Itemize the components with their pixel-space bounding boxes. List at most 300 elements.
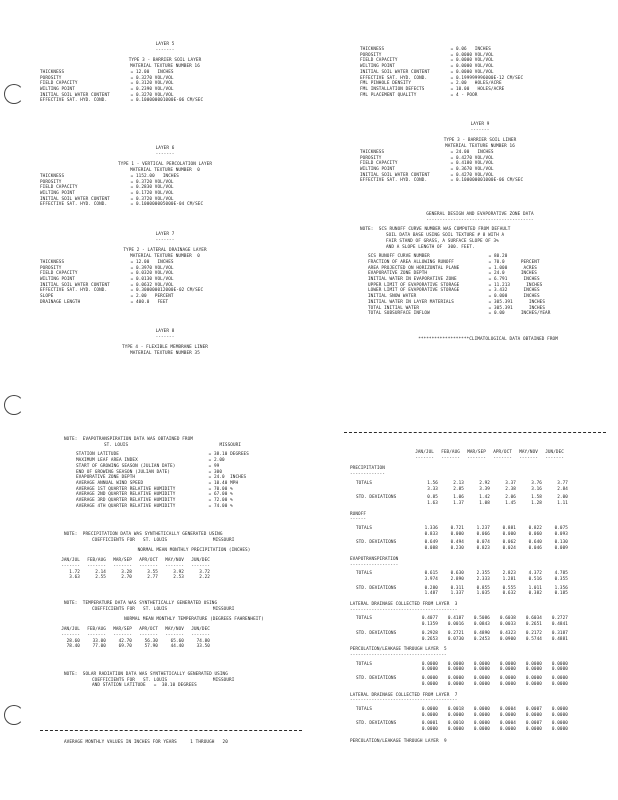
layer8-field-label: INITIAL SOIL WATER CONTENT	[360, 69, 430, 75]
layer7-field-equals: =	[130, 299, 134, 305]
averages-section-table	[350, 523, 570, 552]
averages-cell: 0.0000	[551, 676, 568, 682]
averages-row	[350, 546, 570, 552]
layer8-field-value: 0.06 INCHES	[456, 47, 491, 52]
layer5-field-value: 0.3270 VOL/VOL	[136, 92, 174, 98]
layer8-field-equals: =	[450, 52, 454, 58]
averages-cell: 0.855	[476, 585, 490, 591]
averages-row-label	[350, 501, 414, 507]
averages-row-label: TOTALS	[356, 526, 373, 532]
averages-row	[350, 631, 570, 637]
general-field-label: TOTAL INITIAL WATER	[368, 305, 420, 311]
averages-cell: 0.0000	[525, 712, 542, 718]
averages-cell: 1.011	[528, 585, 542, 591]
averages-cell: 0.5744	[525, 636, 542, 642]
general-field-value: 24.0 INCHES	[494, 271, 537, 277]
averages-cell: 1.035	[476, 591, 490, 597]
temp-cell: 69.70	[118, 644, 132, 650]
layer9-underline: -------	[470, 127, 490, 133]
general-field-value: 6.791 INCHES	[494, 277, 540, 283]
averages-cell: 2.06	[505, 495, 516, 501]
layer8-field-equals: =	[450, 86, 454, 92]
temp-col-rule: -------	[139, 632, 158, 638]
evapo-field-equals: =	[208, 480, 212, 486]
averages-cell: 0.0000	[473, 667, 490, 673]
averages-cell: 1.356	[554, 585, 568, 591]
right-footer-text: PERCOLATION/LEAKAGE THROUGH LAYER 9	[350, 738, 447, 744]
layer7-field-label: FIELD CAPACITY	[40, 271, 78, 277]
averages-cell: 0.0000	[551, 661, 568, 667]
temp-col-header: MAY/NOV	[165, 627, 184, 633]
temp-cell: 33.50	[196, 644, 210, 650]
averages-cell: 0.0004	[499, 721, 516, 727]
evapo-field-value: 10.40 MPH	[214, 480, 239, 486]
layer6-field-equals: =	[130, 173, 134, 179]
evapo-field-row	[76, 504, 324, 510]
temp-cell: 33.00	[92, 638, 106, 644]
general-field-value: 11.213 INCHES	[494, 282, 543, 288]
averages-cell: 0.2453	[473, 636, 490, 642]
averages-col-rule: -------	[415, 455, 434, 461]
layer5-field-label: POROSITY	[40, 75, 62, 81]
averages-cell: 0.1359	[421, 622, 438, 628]
layer9-field-value: 0.100000001000E-06 CM/SEC	[456, 178, 524, 184]
layer8-field-equals: =	[450, 64, 454, 70]
layer7-field-value: 2.00 PERCENT	[136, 294, 174, 300]
averages-row-label: TOTALS	[356, 480, 373, 486]
averages-cell: 2.00	[557, 495, 568, 501]
layer7-title: LAYER 7	[155, 232, 175, 237]
layer6-field-equals: =	[130, 202, 134, 208]
layer9-field-equals: =	[450, 178, 454, 184]
layer6-field-row	[40, 202, 290, 208]
averages-cell: 1.06	[453, 495, 464, 501]
averages-cell: 0.823	[476, 546, 490, 552]
averages-cell: 0.230	[450, 546, 464, 552]
layer5-underline: -------	[155, 47, 175, 53]
averages-cell: 0.062	[502, 540, 516, 546]
temp-cell: 57.90	[144, 644, 158, 650]
layer6-field-value: 0.100000005000E-04 CM/SEC	[136, 202, 204, 208]
averages-row-label	[350, 637, 414, 643]
precip-cell: 2.70	[121, 575, 132, 581]
general-field-value: 3.432 INCHES	[494, 288, 540, 294]
averages-cell: 0.0000	[421, 681, 438, 687]
layer6-field-value: 1152.00 INCHES	[136, 173, 179, 179]
general-field-equals: =	[488, 277, 492, 283]
averages-cell: 0.0000	[421, 661, 438, 667]
averages-cell: 2.355	[476, 571, 490, 577]
evapo-field-label: STATION LATITUDE	[76, 452, 119, 458]
averages-section-table	[350, 659, 570, 688]
averages-cell: 0.0000	[421, 727, 438, 733]
averages-cell: 1.37	[453, 500, 464, 506]
layer9-field-label: WILTING POINT	[360, 166, 395, 172]
general-field-value: 1.000 ACRES	[494, 265, 537, 271]
layer9-title: LAYER 9	[470, 122, 490, 127]
precip-cell: 3.63	[69, 575, 80, 581]
layer5-field-label: EFFECTIVE SAT. HYD. COND.	[40, 98, 108, 104]
layer7-field-equals: =	[130, 271, 134, 277]
layer6-field-label: THICKNESS	[40, 173, 65, 179]
averages-cell: 0.0000	[447, 712, 464, 718]
punch-hole-top	[4, 84, 24, 104]
layer8-field-equals: =	[450, 92, 454, 98]
evapo-field-label: START OF GROWING SEASON (JULIAN DATE)	[76, 463, 176, 469]
averages-section-title: RUNOFF	[350, 511, 367, 517]
layer5-field-equals: =	[130, 75, 134, 81]
averages-cell: 0.721	[450, 526, 464, 532]
averages-section-table	[350, 613, 570, 642]
temp-note-2: COEFFICIENTS FOR ST. LOUIS MISSOURI	[92, 606, 235, 612]
temp-cell: 78.40	[66, 644, 80, 650]
precip-col-header: FEB/AUG	[87, 558, 106, 564]
evapo-field-label: MAXIMUM LEAF AREA INDEX	[76, 458, 138, 464]
layer9-material: MATERIAL TEXTURE NUMBER 16	[445, 144, 515, 150]
layer9-field-equals: =	[450, 155, 454, 161]
general-end-text: CLIMATOLOGICAL DATA OBTAINED FROM	[469, 336, 558, 342]
averages-cell: 0.822	[528, 526, 542, 532]
averages-section-title: PRECIPITATION	[350, 466, 385, 472]
temperature-normals-block	[61, 601, 324, 650]
averages-cell: 1.08	[479, 500, 490, 506]
general-field-label: AREA PROJECTED ON HORIZONTAL PLANE	[368, 265, 460, 271]
averages-cell: 0.0000	[499, 681, 516, 687]
layer6-field-equals: =	[130, 190, 134, 196]
layer7-field-label: DRAINAGE LENGTH	[40, 299, 81, 305]
averages-cell: 0.632	[502, 591, 516, 597]
averages-cell: 0.0000	[499, 676, 516, 682]
general-end-line	[360, 331, 600, 348]
layer6-field-equals: =	[130, 196, 134, 202]
averages-col-rule: -------	[545, 455, 564, 461]
averages-table-block	[350, 450, 612, 744]
layer8-material: MATERIAL TEXTURE NUMBER 35	[130, 351, 200, 357]
evapo-field-label: AVERAGE 4TH QUARTER RELATIVE HUMIDITY	[76, 503, 176, 509]
averages-cell: 0.000	[502, 531, 516, 537]
general-field-label: FRACTION OF AREA ALLOWING RUNOFF	[368, 259, 454, 265]
layer6-underline: -------	[155, 151, 175, 157]
layer9-field-value: 24.00 INCHES	[456, 149, 494, 155]
punch-hole-bottom	[4, 705, 24, 725]
layer8-field-value: 0.0000 VOL/VOL	[456, 52, 494, 58]
averages-cell: 3.37	[505, 480, 516, 486]
averages-row-label: STD. DEVIATIONS	[356, 585, 397, 591]
averages-col-header: FEB/AUG	[441, 450, 460, 455]
layer9-type: TYPE 3 - BARRIER SOIL LINER	[443, 138, 517, 144]
layer8-field-label: FML INSTALLATION DEFECTS	[360, 86, 425, 92]
general-field-label: UPPER LIMIT OF EVAPORATIVE STORAGE	[368, 282, 460, 288]
averages-row-label	[350, 682, 414, 688]
precip-cell: 2.22	[199, 575, 210, 581]
averages-cell: 0.0018	[447, 706, 464, 712]
solar-note-2: COEFFICIENTS FOR ST. LOUIS MISSOURI	[92, 677, 235, 683]
averages-row-label: STD. DEVIATIONS	[356, 676, 397, 682]
layer7-field-equals: =	[130, 259, 134, 265]
averages-cell: 0.6038	[499, 616, 516, 622]
layer8-field-equals: =	[450, 47, 454, 52]
averages-cell: 0.0000	[447, 667, 464, 673]
averages-row-label: STD. DEVIATIONS	[356, 495, 397, 501]
precip-col-header: APR/OCT	[139, 558, 158, 564]
layer8-field-value: 0.0000 VOL/VOL	[456, 69, 494, 75]
averages-cell: 0.615	[424, 571, 438, 577]
layer6-field-label: FIELD CAPACITY	[40, 185, 78, 191]
averages-cell: 0.024	[502, 546, 516, 552]
averages-section-title: EVAPOTRANSPIRATION	[350, 556, 399, 562]
averages-cell: 0.185	[554, 591, 568, 597]
layer7-field-label: THICKNESS	[40, 259, 65, 265]
evapo-field-value: 74.00 %	[214, 503, 233, 509]
averages-row	[350, 676, 570, 682]
averages-row	[350, 501, 570, 507]
temp-col-header: JUN/DEC	[191, 627, 210, 633]
layer8-field-label: FIELD CAPACITY	[360, 58, 398, 64]
precip-cell: 1.72	[69, 569, 80, 575]
layer5-field-label: THICKNESS	[40, 69, 65, 75]
averages-cell: 0.0000	[499, 712, 516, 718]
solar-note-1: NOTE: SOLAR RADIATION DATA WAS SYNTHETICALLY GENERATED USING	[64, 672, 228, 677]
general-field-label: INITIAL SNOW WATER	[368, 294, 417, 300]
averages-cell: 0.0000	[551, 712, 568, 718]
averages-cell: 0.0000	[551, 706, 568, 712]
averages-cell: 2.38	[505, 486, 516, 492]
general-field-equals: =	[488, 254, 492, 260]
layer9-field-value: 0.4270 VOL/VOL	[456, 155, 494, 161]
averages-cell: 0.0000	[421, 706, 438, 712]
averages-cell: 3.33	[427, 486, 438, 492]
averages-cell: 0.0000	[447, 681, 464, 687]
layer6-title: LAYER 6	[155, 146, 175, 151]
general-field-label: SCS RUNOFF CURVE NUMBER	[368, 254, 430, 260]
layer5-field-label: FIELD CAPACITY	[40, 81, 78, 87]
averages-cell: 0.640	[528, 540, 542, 546]
precip-cell: 2.77	[147, 575, 158, 581]
layer7-field-equals: =	[130, 288, 134, 294]
averages-cell: 0.0000	[551, 681, 568, 687]
averages-col-header: MAY/NOV	[519, 450, 538, 455]
averages-cell: 0.0000	[473, 706, 490, 712]
layer9-field-row	[360, 178, 600, 184]
averages-row-label	[350, 546, 414, 552]
averages-cell: 1.56	[427, 480, 438, 486]
averages-cell: 0.0000	[499, 667, 516, 673]
layer9-block	[360, 122, 600, 184]
evapo-field-value: 2.00	[214, 458, 225, 464]
averages-cell: 0.0001	[421, 721, 438, 727]
layer7-field-equals: =	[130, 265, 134, 271]
precip-col-rule: -------	[165, 563, 184, 569]
solar-radiation-block	[64, 672, 324, 689]
layer8-title: LAYER 8	[155, 329, 175, 334]
averages-cell: 0.0007	[525, 721, 542, 727]
general-note-4: AND A SLOPE LENGTH OF 300. FEET.	[386, 244, 475, 250]
evapo-field-label: AVERAGE 3RD QUARTER RELATIVE HUMIDITY	[76, 498, 176, 504]
averages-cell: 0.881	[502, 526, 516, 532]
layer8-field-label: POROSITY	[360, 52, 382, 58]
layer6-field-value: 0.1720 VOL/VOL	[136, 190, 174, 196]
layer8-field-row	[360, 93, 600, 99]
evapo-field-label: AVERAGE 2ND QUARTER RELATIVE HUMIDITY	[76, 492, 176, 498]
averages-cell: 2.333	[476, 576, 490, 582]
averages-cell: 0.0900	[499, 636, 516, 642]
general-field-value: 80.20	[494, 254, 508, 260]
evapotranspiration-block	[64, 437, 324, 509]
evapo-field-equals: =	[208, 498, 212, 504]
layer8-underline: -------	[155, 334, 175, 340]
layer6-field-label: WILTING POINT	[40, 190, 75, 196]
layer6-field-value: 0.3720 VOL/VOL	[136, 179, 174, 185]
general-field-value: 305.391 INCHES	[494, 299, 546, 305]
averages-section-title: LATERAL DRAINAGE COLLECTED FROM LAYER 3	[350, 602, 458, 608]
precip-col-rule: -------	[61, 563, 80, 569]
general-note-3: FAIR STAND OF GRASS, A SURFACE SLOPE OF 3%	[386, 238, 499, 244]
layer7-field-label: WILTING POINT	[40, 276, 75, 282]
layer9-field-value: 0.4270 VOL/VOL	[456, 172, 494, 178]
averages-cell: 0.4890	[473, 630, 490, 636]
averages-cell: 0.555	[502, 585, 516, 591]
layer9-field-equals: =	[450, 149, 454, 155]
layer5-field-value: 0.2390 VOL/VOL	[136, 86, 174, 92]
precip-cell: 2.55	[95, 575, 106, 581]
layer8-field-value: 0.0000 VOL/VOL	[456, 58, 494, 64]
temp-cell: 44.40	[170, 644, 184, 650]
temp-col-rule: -------	[165, 632, 184, 638]
averages-row	[350, 591, 570, 597]
precip-col-rule: -------	[139, 563, 158, 569]
averages-row-label: TOTALS	[356, 571, 373, 577]
layer6-field-label: EFFECTIVE SAT. HYD. COND.	[40, 202, 108, 208]
temp-col-rule: -------	[191, 632, 210, 638]
precip-cell: 3.72	[199, 569, 210, 575]
precip-subtitle: NORMAL MEAN MONTHLY PRECIPITATION (INCHES)	[137, 548, 251, 554]
averages-table	[350, 450, 566, 461]
averages-cell: 0.0000	[499, 727, 516, 733]
averages-cell: 0.2172	[525, 630, 542, 636]
temp-cell: 56.30	[144, 638, 158, 644]
temp-col-rule: -------	[87, 632, 106, 638]
layer7-block	[40, 232, 290, 305]
temp-col-rule: -------	[113, 632, 132, 638]
averages-cell: 0.046	[528, 546, 542, 552]
averages-cell: 0.0000	[525, 676, 542, 682]
temp-cell: 42.70	[118, 638, 132, 644]
right-table-rule	[344, 432, 606, 433]
evapo-field-value: 300	[214, 469, 223, 475]
layer6-field-value: 0.2830 VOL/VOL	[136, 185, 174, 191]
layer7-field-value: 0.0632 VOL/VOL	[136, 282, 174, 288]
averages-cell: 1.28	[531, 500, 542, 506]
averages-cell: 0.0000	[551, 721, 568, 727]
averages-cell: 0.516	[528, 576, 542, 582]
averages-cell: 0.4881	[551, 636, 568, 642]
averages-cell: 0.0010	[447, 721, 464, 727]
averages-cell: 0.093	[554, 531, 568, 537]
temp-normals-table	[56, 627, 212, 650]
evapo-field-equals: =	[208, 458, 212, 464]
averages-cell: 1.487	[424, 591, 438, 597]
layer5-block	[40, 42, 290, 104]
layer8-field-value: 0.199999996000E-12 CM/SEC	[456, 75, 524, 81]
general-field-label: INITIAL WATER IN EVAPORATIVE ZONE	[368, 277, 457, 283]
layer8-field-label: EFFECTIVE SAT. HYD. COND.	[360, 75, 428, 81]
averages-cell: 0.6034	[525, 616, 542, 622]
precip-col-rule: -------	[87, 563, 106, 569]
averages-cell: 2.85	[453, 486, 464, 492]
evapo-field-value: 70.00 %	[214, 486, 233, 492]
evapo-location: ST. LOUIS MISSOURI	[104, 442, 242, 448]
layer5-field-equals: =	[130, 98, 134, 104]
evapo-field-equals: =	[208, 463, 212, 469]
precip-col-header: MAR/SEP	[113, 558, 132, 564]
averages-cell: 0.0000	[525, 681, 542, 687]
general-field-value: 70.0 PERCENT	[494, 259, 540, 265]
temp-cell: 77.00	[92, 644, 106, 650]
averages-cell: 0.2928	[421, 630, 438, 636]
averages-cell: 1.281	[502, 576, 516, 582]
layer7-field-equals: =	[130, 294, 134, 300]
precipitation-normals-block	[61, 532, 324, 581]
layer5-field-label: INITIAL SOIL WATER CONTENT	[40, 92, 110, 98]
general-field-equals: =	[488, 288, 492, 294]
general-note-2: SOIL DATA BASE USING SOIL TEXTURE # 8 WITH A	[386, 233, 505, 239]
averages-cell: 0.0730	[447, 636, 464, 642]
averages-cell: 2.823	[502, 571, 516, 577]
averages-cell: 0.074	[476, 540, 490, 546]
layer6-field-label: INITIAL SOIL WATER CONTENT	[40, 196, 110, 202]
left-footer	[64, 740, 324, 746]
evapo-field-label: AVERAGE 1ST QUARTER RELATIVE HUMIDITY	[76, 486, 176, 492]
layer9-field-equals: =	[450, 161, 454, 167]
general-field-equals: =	[488, 265, 492, 271]
averages-section-underline: -------------	[350, 472, 385, 478]
layer7-field-equals: =	[130, 276, 134, 282]
solar-note-3: AND STATION LATITUDE = 38.10 DEGREES	[92, 683, 197, 689]
precip-col-rule: -------	[191, 563, 210, 569]
temp-cell: 28.60	[66, 638, 80, 644]
evapo-field-label: END OF GROWING SEASON (JULIAN DATE)	[76, 469, 171, 475]
averages-cell: 0.2653	[421, 636, 438, 642]
general-field-equals: =	[488, 259, 492, 265]
averages-cell: 0.000	[450, 531, 464, 537]
averages-cell: 0.5086	[473, 616, 490, 622]
averages-cell: 0.0000	[499, 661, 516, 667]
layer5-field-equals: =	[130, 69, 134, 75]
evapo-field-label: EVAPORATIVE ZONE DEPTH	[76, 475, 136, 481]
averages-cell: 0.311	[450, 585, 464, 591]
general-field-label: TOTAL SUBSURFACE INFLOW	[368, 311, 430, 317]
layer9-field-label: EFFECTIVE SAT. HYD. COND.	[360, 178, 428, 184]
averages-row	[350, 637, 570, 643]
averages-section-underline: ----------------------------------------	[350, 607, 458, 613]
averages-col-header: JUN/DEC	[545, 450, 564, 455]
temp-col-header: APR/OCT	[139, 627, 158, 633]
averages-cell: 0.0000	[473, 661, 490, 667]
layer7-field-value: 400.0 FEET	[136, 299, 169, 305]
layer5-field-value: 0.3270 VOL/VOL	[136, 75, 174, 81]
general-end-dashes-left: *******************	[418, 336, 470, 342]
layer9-field-label: POROSITY	[360, 155, 382, 161]
layer8-field-value: 0.0000 VOL/VOL	[456, 64, 494, 70]
layer7-type: TYPE 2 - LATERAL DRAINAGE LAYER	[123, 248, 207, 254]
averages-cell: 0.3187	[551, 630, 568, 636]
precip-col-header: JAN/JUL	[61, 558, 80, 564]
averages-cell: 2.92	[479, 480, 490, 486]
layer8-field-value: 2.00 HOLES/ACRE	[456, 81, 502, 87]
layer7-field-value: 0.0320 VOL/VOL	[136, 271, 174, 277]
evapo-field-label: AVERAGE ANNUAL WIND SPEED	[76, 480, 144, 486]
averages-cell: 0.280	[424, 585, 438, 591]
